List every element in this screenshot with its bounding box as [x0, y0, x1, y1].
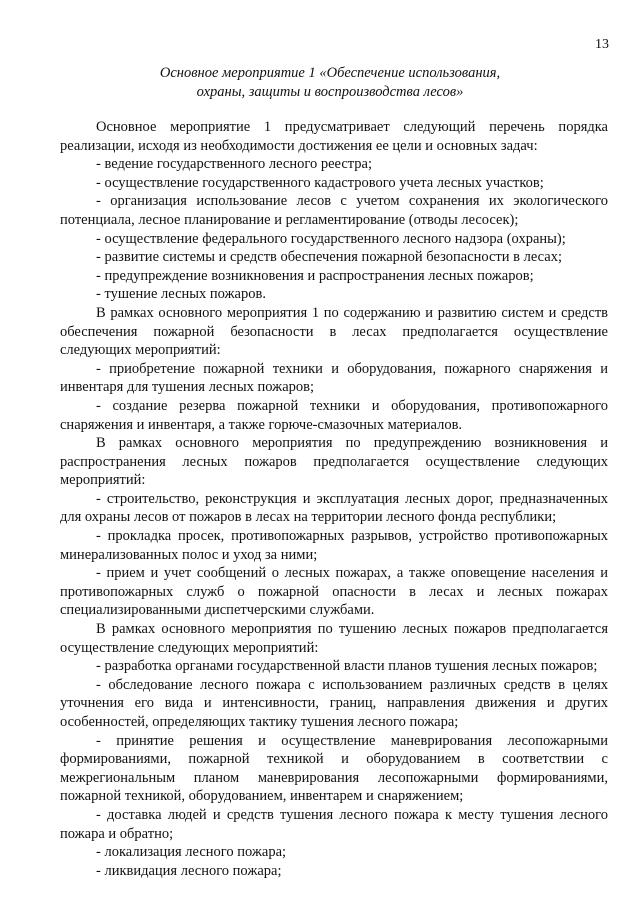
list-item: - разработка органами государственной власти планов тушения лесных пожаров; [96, 658, 598, 675]
list-item: - ликвидация лесного пожара; [96, 862, 282, 879]
list-item: - развитие системы и средств обеспечения пожарной безопасности в лесах; [96, 249, 562, 266]
list-item: - принятие решения и осуществление маневрирования лесопожарными формированиями, пожарной техникой и оборудованием в соответствии с межрегиональным планом маневрирования лесопожарными формированиями, пожарной техникой, оборудованием, инвентарем и снаряжением; [60, 732, 608, 805]
paragraph-fire-extinguishing: В рамках основного мероприятия по тушению лесных пожаров предполагается осуществление следующих мероприятий: [60, 621, 608, 656]
list-item: - локализация лесного пожара; [96, 844, 287, 861]
page-number: 13 [595, 37, 609, 52]
paragraph-fire-safety-systems: В рамках основного мероприятия 1 по содержанию и развитию систем и средств обеспечения пожарной безопасности в лесах предполагается осуществление следующих мероприятий: [60, 304, 608, 359]
list-item: - доставка людей и средств тушения лесного пожара к месту тушения лесного пожара и обратно; [60, 806, 608, 842]
list-item: - организация использование лесов с учетом сохранения их экологического потенциала, лесное планирование и регламентирование (отводы лесосек); [60, 193, 608, 228]
paragraph-intro: Основное мероприятие 1 предусматривает следующий перечень порядка реализации, исходя из необходимости достижения ее цели и основных задач: [60, 119, 608, 154]
list-item: - создание резерва пожарной техники и оборудования, противопожарного снаряжения и инвентаря, а также горюче-смазочных материалов. [60, 397, 608, 433]
list-item: - строительство, реконструкция и эксплуатация лесных дорог, предназначенных для охраны лесов от пожаров в лесах на территории лесного фонда республики; [60, 490, 608, 526]
section-heading-line-1: Основное мероприятие 1 «Обеспечение использования, [159, 65, 501, 81]
list-item: - прием и учет сообщений о лесных пожарах, а также оповещение населения и противопожарных служб о пожарной опасности в лесах и лесных пожарах специализированными диспетчерскими службами. [60, 565, 608, 619]
list-item: - прокладка просек, противопожарных разрывов, устройство противопожарных минерализованных полос и уход за ними; [60, 528, 608, 563]
list-item: - приобретение пожарной техники и оборудования, пожарного снаряжения и инвентаря для тушения лесных пожаров; [60, 360, 608, 396]
list-item: - тушение лесных пожаров. [96, 286, 266, 303]
paragraph-fire-prevention: В рамках основного мероприятия по предупреждению возникновения и распространения лесных пожаров предполагается осуществление следующих мероприятий: [60, 435, 608, 489]
list-item: - ведение государственного лесного реестра; [96, 156, 372, 173]
list-item: - предупреждение возникновения и распространения лесных пожаров; [96, 267, 534, 284]
list-item: - осуществление федерального государственного лесного надзора (охраны); [96, 230, 566, 247]
section-heading-line-2: охраны, защиты и воспроизводства лесов» [196, 84, 464, 100]
section-heading [90, 64, 570, 102]
list-item: - осуществление государственного кадастрового учета лесных участков; [96, 174, 544, 191]
document-body [60, 118, 608, 880]
list-item: - обследование лесного пожара с использованием различных средств в целях уточнения его вида и интенсивности, границ, направления движения и других особенностей, определяющих тактику тушения лесного пожара; [60, 676, 608, 730]
